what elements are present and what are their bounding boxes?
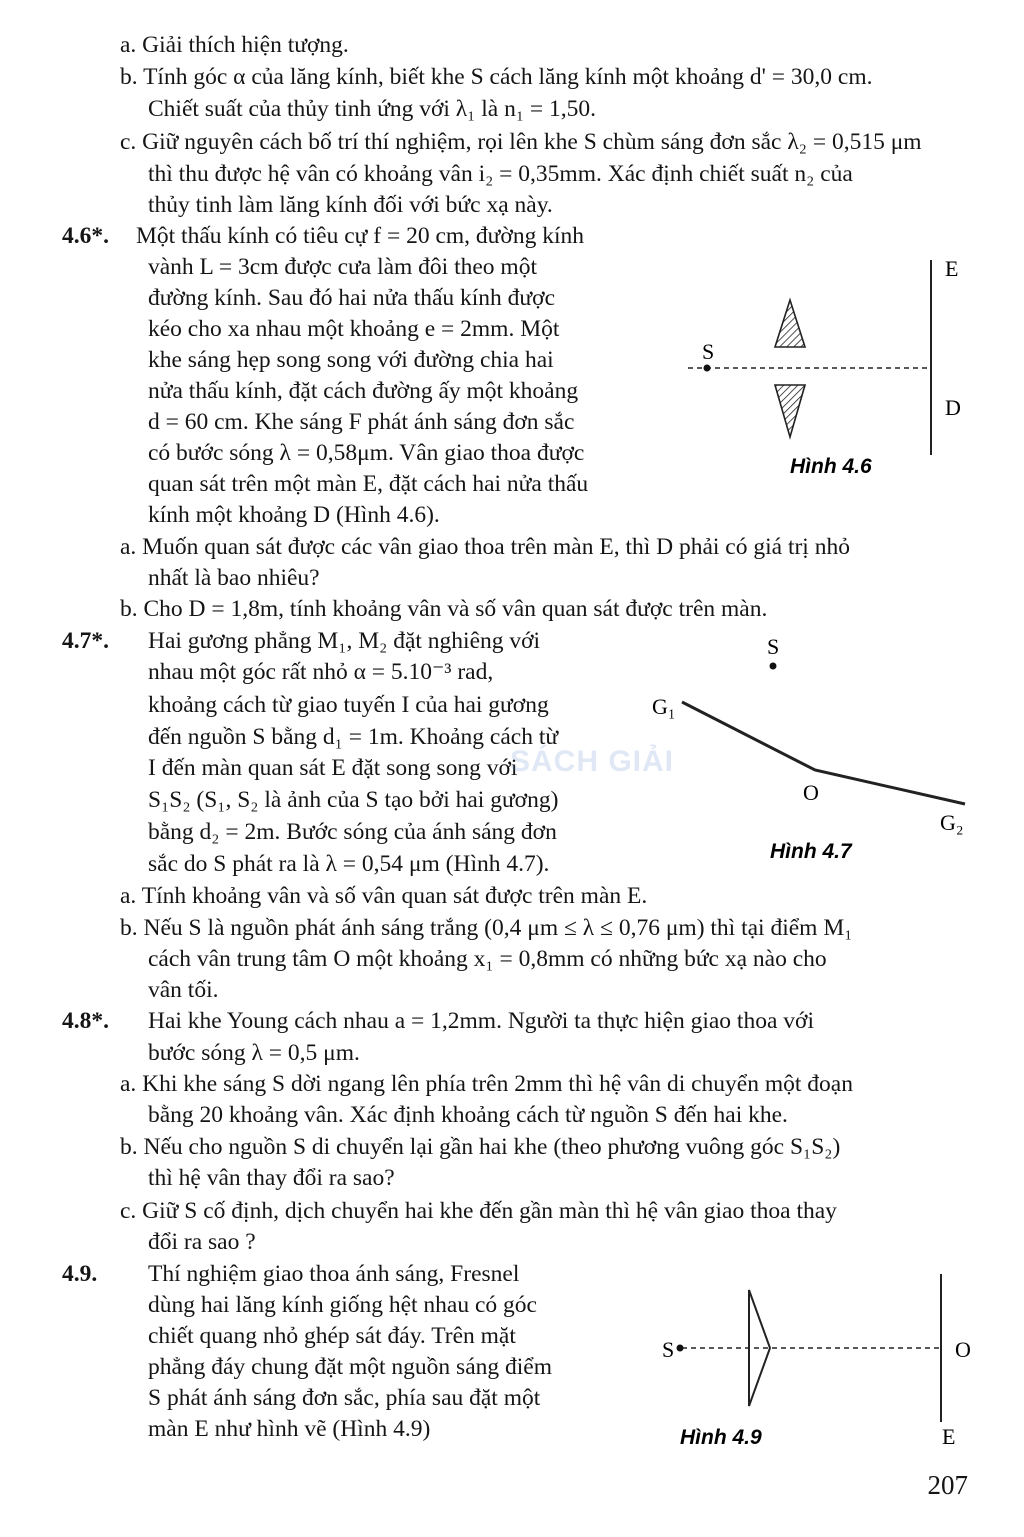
figure-4-7 (640, 630, 980, 875)
text-line: b. Nếu cho nguồn S di chuyển lại gần hai khe (theo phương vuông góc S₁S₂) (120, 1134, 841, 1160)
label-s: S (702, 339, 715, 364)
text-line: thủy tinh làm lăng kính đối với bức xạ này. (148, 192, 553, 218)
text-line: đến nguồn S bằng d₁ = 1m. Khoảng cách từ (148, 724, 559, 750)
text-line: nửa thấu kính, đặt cách đường ấy một khoảng (148, 378, 579, 404)
text-line: thì hệ vân thay đổi ra sao? (148, 1165, 395, 1191)
text-line: Chiết suất của thủy tinh ứng với λ₁ là n₁ = 1,50. (148, 96, 597, 122)
text-line: vành L = 3cm được cưa làm đôi theo một (148, 254, 537, 280)
text-line: Một thấu kính có tiêu cự f = 20 cm, đường kính (136, 223, 584, 249)
upper-half-lens (775, 300, 805, 347)
figure-4-7-drawing (640, 630, 980, 870)
problem-number: 4.7*. (62, 628, 109, 654)
source-point (704, 365, 711, 372)
text-line: vân tối. (148, 977, 219, 1003)
caption-4-6: Hình 4.6 (790, 455, 872, 478)
text-line: kính một khoảng D (Hình 4.6). (148, 502, 440, 528)
text-line: chiết quang nhỏ ghép sát đáy. Trên mặt (148, 1323, 516, 1349)
source-point (677, 1345, 684, 1352)
text-line: bước sóng λ = 0,5 μm. (148, 1040, 360, 1066)
text-line: Thí nghiệm giao thoa ánh sáng, Fresnel (148, 1261, 520, 1287)
text-line: đổi ra sao ? (148, 1229, 256, 1255)
text-line: phẳng đáy chung đặt một nguồn sáng điểm (148, 1354, 552, 1380)
page-number: 207 (927, 1470, 968, 1500)
figure-4-6-drawing (680, 255, 980, 485)
label-d: D (945, 395, 961, 420)
text-line: Hai khe Young cách nhau a = 1,2mm. Người ta thực hiện giao thoa với (148, 1008, 814, 1034)
text-line: nhất là bao nhiêu? (148, 565, 320, 591)
text-line: a. Tính khoảng vân và số vân quan sát được trên màn E. (120, 883, 648, 909)
label-s: S (662, 1337, 675, 1362)
text-line: cách vân trung tâm O một khoảng x₁ = 0,8mm có những bức xạ nào cho (148, 946, 827, 972)
figure-4-9-drawing (650, 1268, 980, 1458)
text-line: b. Cho D = 1,8m, tính khoảng vân và số vân quan sát được trên màn. (120, 596, 768, 622)
text-line: màn E như hình vẽ (Hình 4.9) (148, 1416, 431, 1442)
label-o: O (803, 780, 819, 805)
text-line: a. Muốn quan sát được các vân giao thoa trên màn E, thì D phải có giá trị nhỏ (120, 534, 850, 560)
lower-half-lens (775, 385, 805, 437)
text-line: sắc do S phát ra là λ = 0,54 μm (Hình 4.7). (148, 851, 550, 877)
text-line: d = 60 cm. Khe sáng F phát ánh sáng đơn sắc (148, 409, 575, 435)
text-line: có bước sóng λ = 0,58μm. Vân giao thoa được (148, 440, 585, 466)
watermark: SÁCH GIẢI (510, 745, 675, 778)
text-line: S₁S₂ (S₁, S₂ là ảnh của S tạo bởi hai gương) (148, 787, 559, 813)
label-g2: G₂ (940, 810, 964, 835)
label-e: E (945, 256, 959, 281)
problem-number: 4.9. (62, 1261, 98, 1287)
text-line: khe sáng hẹp song song với đường chia hai (148, 347, 554, 373)
text-line: thì thu được hệ vân có khoảng vân i₂ = 0,35mm. Xác định chiết suất n₂ của (148, 161, 853, 187)
text-line: c. Giữ S cố định, dịch chuyển hai khe đến gần màn thì hệ vân giao thoa thay (120, 1198, 837, 1224)
text-line: Hai gương phẳng M₁, M₂ đặt nghiêng với (148, 628, 541, 654)
text-line: nhau một góc rất nhỏ α = 5.10⁻³ rad, (148, 659, 494, 685)
text-line: bằng d₂ = 2m. Bước sóng của ánh sáng đơn (148, 819, 557, 845)
text-line: S phát ánh sáng đơn sắc, phía sau đặt một (148, 1385, 541, 1411)
caption-4-7: Hình 4.7 (770, 840, 852, 863)
text-line: I đến màn quan sát E đặt song song với (148, 755, 518, 781)
text-line: kéo cho xa nhau một khoảng e = 2mm. Một (148, 316, 560, 342)
text-line: dùng hai lăng kính giống hệt nhau có góc (148, 1292, 537, 1318)
text-line: khoảng cách từ giao tuyến I của hai gương (148, 692, 549, 718)
mirror-lines (682, 702, 965, 804)
text-line: đường kính. Sau đó hai nửa thấu kính được (148, 285, 556, 311)
text-line: bằng 20 khoảng vân. Xác định khoảng cách từ nguồn S đến hai khe. (148, 1102, 788, 1128)
figure-4-9 (650, 1268, 980, 1463)
problem-number: 4.6*. (62, 223, 109, 249)
caption-4-9: Hình 4.9 (680, 1426, 762, 1449)
label-e: E (942, 1424, 956, 1449)
label-g1: G₁ (652, 694, 676, 719)
text-line: a. Giải thích hiện tượng. (120, 32, 349, 58)
text-line: quan sát trên một màn E, đặt cách hai nửa thấu (148, 471, 589, 497)
problem-number: 4.8*. (62, 1008, 109, 1034)
text-line: b. Tính góc α của lăng kính, biết khe S cách lăng kính một khoảng d' = 30,0 cm. (120, 64, 873, 90)
label-o: O (955, 1337, 971, 1362)
figure-4-6 (680, 255, 980, 490)
text-line: b. Nếu S là nguồn phát ánh sáng trắng (0,4 μm ≤ λ ≤ 0,76 μm) thì tại điểm M₁ (120, 915, 853, 941)
label-s: S (767, 634, 780, 659)
source-point (770, 663, 777, 670)
text-line: a. Khi khe sáng S dời ngang lên phía trên 2mm thì hệ vân di chuyển một đoạn (120, 1071, 853, 1097)
text-line: c. Giữ nguyên cách bố trí thí nghiệm, rọi lên khe S chùm sáng đơn sắc λ₂ = 0,515 μm (120, 129, 922, 155)
